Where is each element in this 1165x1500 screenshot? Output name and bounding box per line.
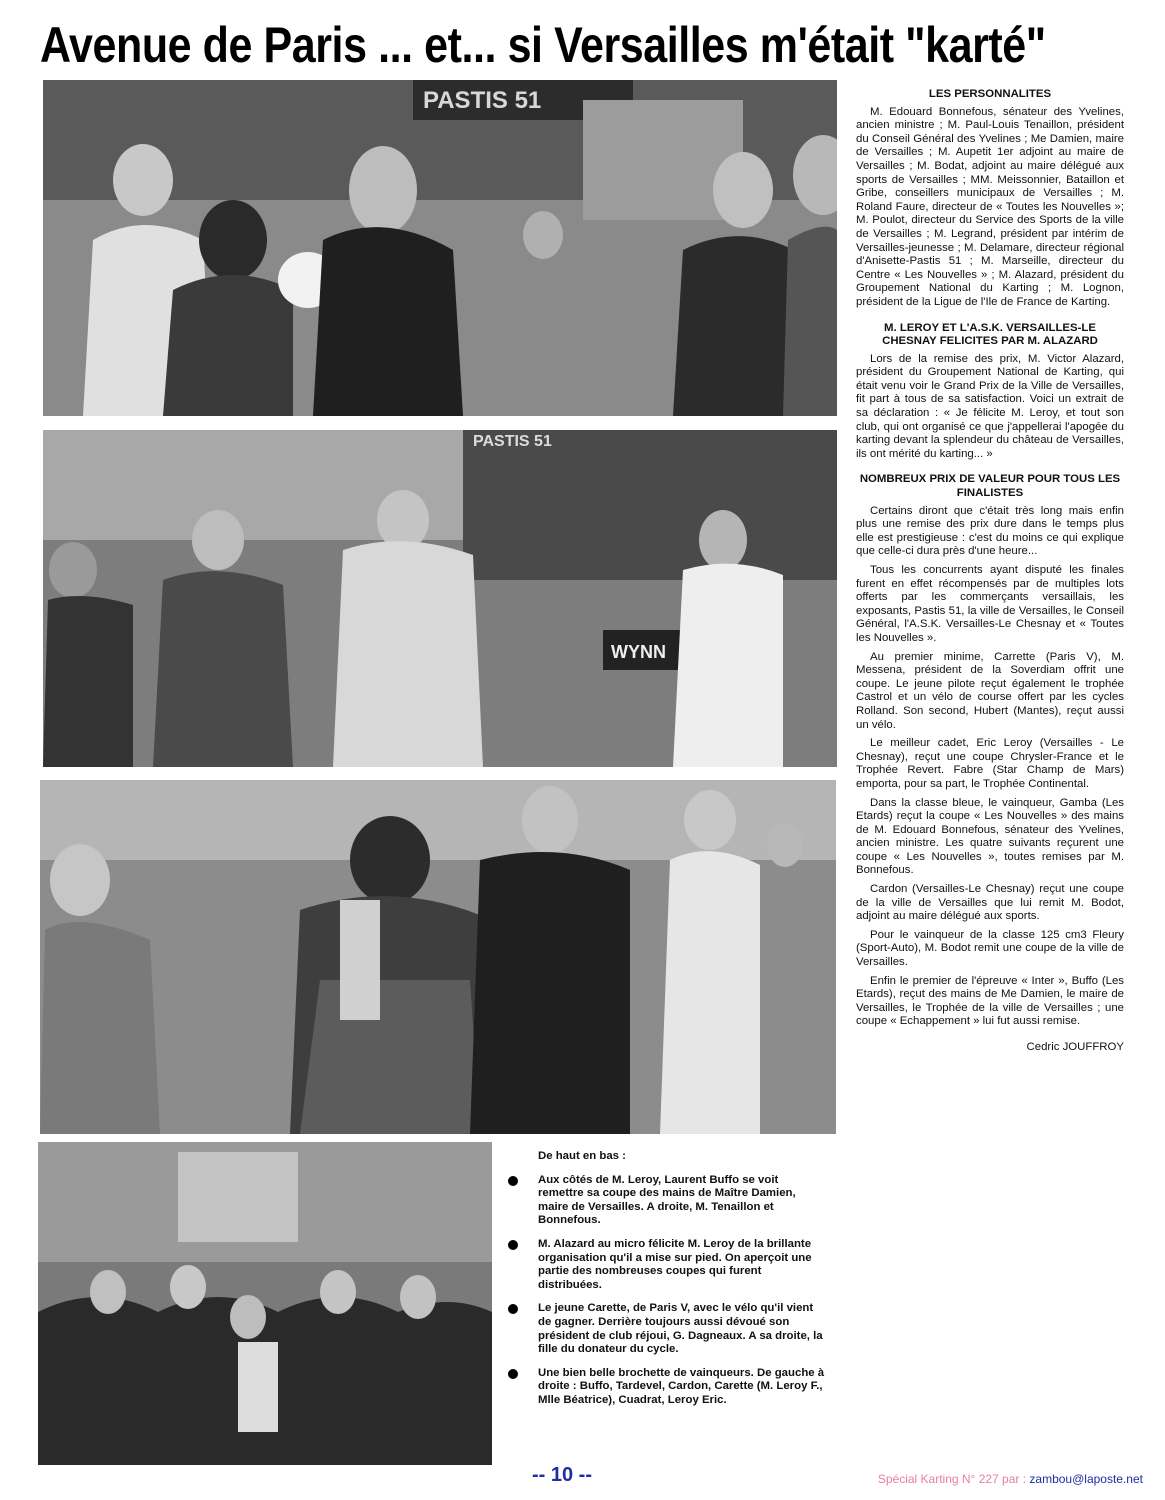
photo-microphone-speech	[43, 430, 837, 767]
pastis-sign-text: PASTIS 51	[423, 87, 542, 114]
section-title: M. LEROY ET L'A.S.K. VERSAILLES-LE CHESNAY FELICITES PAR M. ALAZARD	[882, 321, 1098, 348]
caption-text: Une bien belle brochette de vainqueurs. De gauche à droite : Buffo, Tardevel, Cardon, Carette (M. Leroy F., Mlle Béatrice), Cuadrat, Leroy Eric.	[538, 1366, 825, 1406]
photo-bicycle-winner	[40, 780, 836, 1134]
footer-email[interactable]: zambou@laposte.net	[1029, 1472, 1143, 1486]
section-leroy	[856, 322, 1124, 462]
caption-item	[508, 1302, 826, 1356]
footer-source: Spécial Karting N° 227 par :	[877, 1472, 1027, 1486]
paragraph: Au premier minime, Carrette (Paris V), M. Messena, président de la Soverdiam offrit une coupe. Le jeune pilote reçut également le trophée Castrol et un vélo de course offert par les cycles Rolland. Son second, Hubert (Mantes), reçut aussi un vélo.	[856, 650, 1124, 731]
paragraph: Lors de la remise des prix, M. Victor Alazard, président du Groupement National de Karting, qui était venu voir le Grand Prix de la Ville de Versailles, fit part à tous de sa satisfaction. Voici un extrait de sa déclaration : « Je félicite M. Leroy, et tout son club, qui ont organisé ce que j'appellerai l'apogée du karting devant la splendeur du château de Versailles, ils ont mérité du karting... »	[856, 352, 1124, 460]
section-personnalites	[856, 88, 1124, 310]
author-signature: Cedric JOUFFROY	[1026, 1041, 1124, 1053]
bullet-icon	[508, 1240, 518, 1250]
headline: Avenue de Paris ... et... si Versailles m'était "karté"	[40, 17, 1046, 73]
wynn-sign-text: WYNN	[611, 642, 666, 662]
caption-text: Aux côtés de M. Leroy, Laurent Buffo se voit remettre sa coupe des mains de Maître Damien, maire de Versailles. A droite, M. Tenaillon et Bonnefous.	[538, 1173, 796, 1227]
paragraph: Certains diront que c'était très long mais enfin plus une remise des prix dure dans le temps plus elle est prestigieuse : c'est du moins ce qui explique que celle-ci dura près d'une heure...	[856, 504, 1124, 558]
caption-text: Le jeune Carette, de Paris V, avec le vélo qu'il vient de gagner. Derrière toujours aussi dévoué son président de club réjoui, G. Dagneaux. A sa droite, la fille du donateur du cycle.	[538, 1302, 823, 1356]
paragraph: Cardon (Versailles-Le Chesnay) reçut une coupe de la ville de Versailles que lui remit M. Bodot, adjoint au maire délégué aux sports.	[856, 883, 1124, 923]
paragraph: Tous les concurrents ayant disputé les finales furent en effet récompensés par de multiples lots offerts par les commerçants versaillais, les exposants, Pastis 51, la ville de Versailles, le Conseil Général, l'A.S.K. Versailles-Le Chesnay et « Toutes les Nouvelles ».	[856, 564, 1124, 644]
paragraph: M. Edouard Bonnefous, sénateur des Yvelines, ancien ministre ; M. Paul-Louis Tenaillon, président du Conseil Général des Yvelines ; Me Damien, maire de Versailles ; M. Aupetit 1er adjoint au maire de Versailles ; M. Bodat, adjoint au maire délégué aux sports de Versailles ; MM. Meissonnier, Bataillon et Gribe, conseillers municipaux de Versailles ; M. Roland Faure, directeur de « Toutes les Nouvelles »; M. Poulot, directeur du Service des Sports de la ville de Versailles ; M. Legrand, président par intérim de Versailles-jeunesse ; M. Delamare, directeur régional d'Anisette-Pastis 51 ; M. Marseille, directeur du Centre « Les Nouvelles » ; M. Alazard, président du Groupement National du Karting ; M. Lognon, président de la Ligue de l'Ile de France de Karting.	[856, 105, 1124, 308]
caption-item	[508, 1367, 826, 1408]
section-title: NOMBREUX PRIX DE VALEUR POUR TOUS LES FINALISTES	[859, 473, 1121, 500]
paragraph: Dans la classe bleue, le vainqueur, Gamba (Les Etards) reçut la coupe « Les Nouvelles » des mains de M. Edouard Bonnefous, sénateur des Yvelines, ancien ministre. Les quatre suivants reçurent une coupe « Les Nouvelles », toutes remises par M. Bonnefous.	[856, 796, 1124, 877]
bullet-icon	[508, 1304, 518, 1314]
photo-captions	[508, 1150, 826, 1418]
paragraph: Enfin le premier de l'épreuve « Inter », Buffo (Les Etards), reçut des mains de Me Damien, le maire de Versailles, le Trophée de la ville de Versailles ; une coupe « Echappement » lui fut aussi remise.	[856, 974, 1124, 1028]
paragraph: Pour le vainqueur de la classe 125 cm3 Fleury (Sport-Auto), M. Bodot remit une coupe de la ville de Versailles.	[856, 928, 1124, 969]
caption-item	[508, 1174, 826, 1228]
photo-trophy-presentation	[43, 80, 837, 416]
pastis-sign-text: PASTIS 51	[473, 433, 552, 450]
page-number: -- 10 --	[532, 1464, 592, 1486]
section-prix	[856, 473, 1124, 1029]
bullet-icon	[508, 1369, 518, 1379]
section-title: LES PERSONNALITES	[928, 88, 1052, 100]
bullet-icon	[508, 1176, 518, 1186]
caption-text: M. Alazard au micro félicite M. Leroy de la brillante organisation qu'il a mise sur pied. On aperçoit une partie des nombreuses coupes qui furent distribuées.	[538, 1237, 812, 1291]
article-column	[856, 88, 1124, 1055]
captions-intro: De haut en bas :	[538, 1150, 626, 1162]
caption-item	[508, 1238, 826, 1292]
paragraph: Le meilleur cadet, Eric Leroy (Versailles - Le Chesnay), reçut une coupe Chrysler-France et le Trophée Revert. Fabre (Star Champ de Mars) emporta, pour sa part, le Trophée Continental.	[856, 737, 1124, 790]
photo-winners-group	[38, 1142, 492, 1465]
footer-credit	[878, 1472, 1143, 1486]
